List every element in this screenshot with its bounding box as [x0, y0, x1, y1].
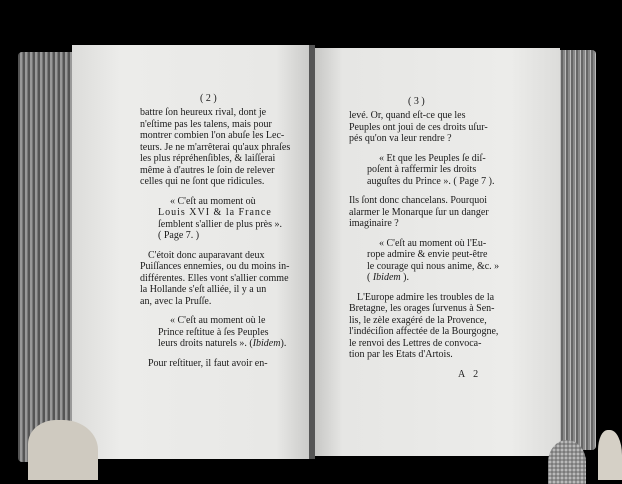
page-number-right: ( 3 ): [408, 96, 425, 107]
signature-mark: A 2: [458, 368, 482, 380]
gloved-finger: [548, 440, 586, 484]
text-line: Bretagne, les orages ſurvenus à Sen-: [349, 303, 495, 314]
text-line: C'étoit donc auparavant deux: [148, 249, 265, 261]
text-line: alarmer le Monarque ſur un danger: [349, 206, 489, 218]
quote-line: [140, 338, 290, 350]
quote-line: « C'eſt au moment où l'Eu-: [379, 237, 487, 249]
text-line: lis, le zèle exagéré de la Provence,: [349, 314, 487, 326]
text-line: levé. Or, quand eſt-ce que les: [349, 110, 466, 121]
book-edge-right: [558, 50, 596, 450]
text-line: L'Europe admire les troubles de la: [357, 291, 495, 303]
text-line: le renvoi des Lettres de convoca-: [349, 337, 482, 349]
quote-line: « C'eſt au moment où: [170, 195, 256, 207]
text-line: la Hollande s'eſt alliée, il y a un: [140, 284, 267, 295]
text-line: Puiſſances ennemies, ou du moins in-: [140, 261, 290, 272]
citation: [349, 272, 499, 284]
right-page-text: [349, 96, 499, 380]
text-line: n'eſtime pas les talens, mais pour: [140, 118, 272, 130]
quote-line: ſemblent s'allier de plus près ».: [158, 218, 282, 230]
text-line: différentes. Elles vont s'allier comme: [140, 272, 289, 284]
text-line: Pour reſtituer, il faut avoir en-: [148, 357, 268, 369]
book-gutter: [309, 45, 315, 459]
citation: ( Page 7. ): [158, 230, 200, 241]
text-line: l'indéciſion affectée de la Bourgogne,: [349, 326, 499, 337]
citation-end: ).: [400, 272, 409, 283]
book-edge-left: [18, 52, 76, 462]
quote-line: « Et que les Peuples ſe diſ-: [379, 152, 486, 164]
text-line: Ils ſont donc chancelans. Pourquoi: [349, 195, 488, 206]
citation-end: ).: [280, 338, 287, 349]
text-line: même à d'autres le ſoin de relever: [140, 164, 275, 176]
left-thumb: [28, 420, 98, 480]
left-page-text: [140, 93, 290, 369]
text-line: pés qu'on va leur rendre ?: [349, 133, 452, 144]
text-line: imaginaire ?: [349, 218, 399, 229]
text-line: les plus répréhenſibles, & laiſſerai: [140, 153, 276, 164]
page-number-left: ( 2 ): [200, 93, 217, 104]
quote-line: auguſtes du Prince ». ( Page 7 ).: [367, 175, 495, 187]
text-line: montrer combien l'on abuſe les Lec-: [140, 130, 285, 141]
citation-ibidem: Ibidem: [252, 338, 281, 349]
quote-line: le courage qui nous anime, &c. »: [367, 260, 500, 272]
text-line: Peuples ont joui de ces droits uſur-: [349, 121, 488, 133]
text-line: an, avec la Pruſſe.: [140, 295, 212, 307]
text-line: battre ſon heureux rival, dont je: [140, 107, 267, 118]
quote-line: « C'eſt au moment où le: [170, 315, 266, 326]
citation-ibidem: Ibidem: [372, 272, 401, 283]
text-line: tion par les Etats d'Artois.: [349, 349, 453, 360]
quote-line: rope admire & envie peut-être: [367, 249, 488, 260]
right-thumb-edge: [598, 430, 622, 480]
quote-text: leurs droits naturels ». (: [158, 338, 253, 349]
citation-start: (: [367, 272, 373, 283]
quote-line: Prince reſtitue à ſes Peuples: [158, 326, 269, 338]
quote-line: poſent à raffermir les droits: [367, 164, 477, 175]
quote-line: Louis XVI & la France: [158, 207, 272, 218]
text-line: teurs. Je ne m'arrêterai qu'aux phraſes: [140, 141, 291, 153]
text-line: celles qui ne ſont que ridicules.: [140, 176, 265, 187]
